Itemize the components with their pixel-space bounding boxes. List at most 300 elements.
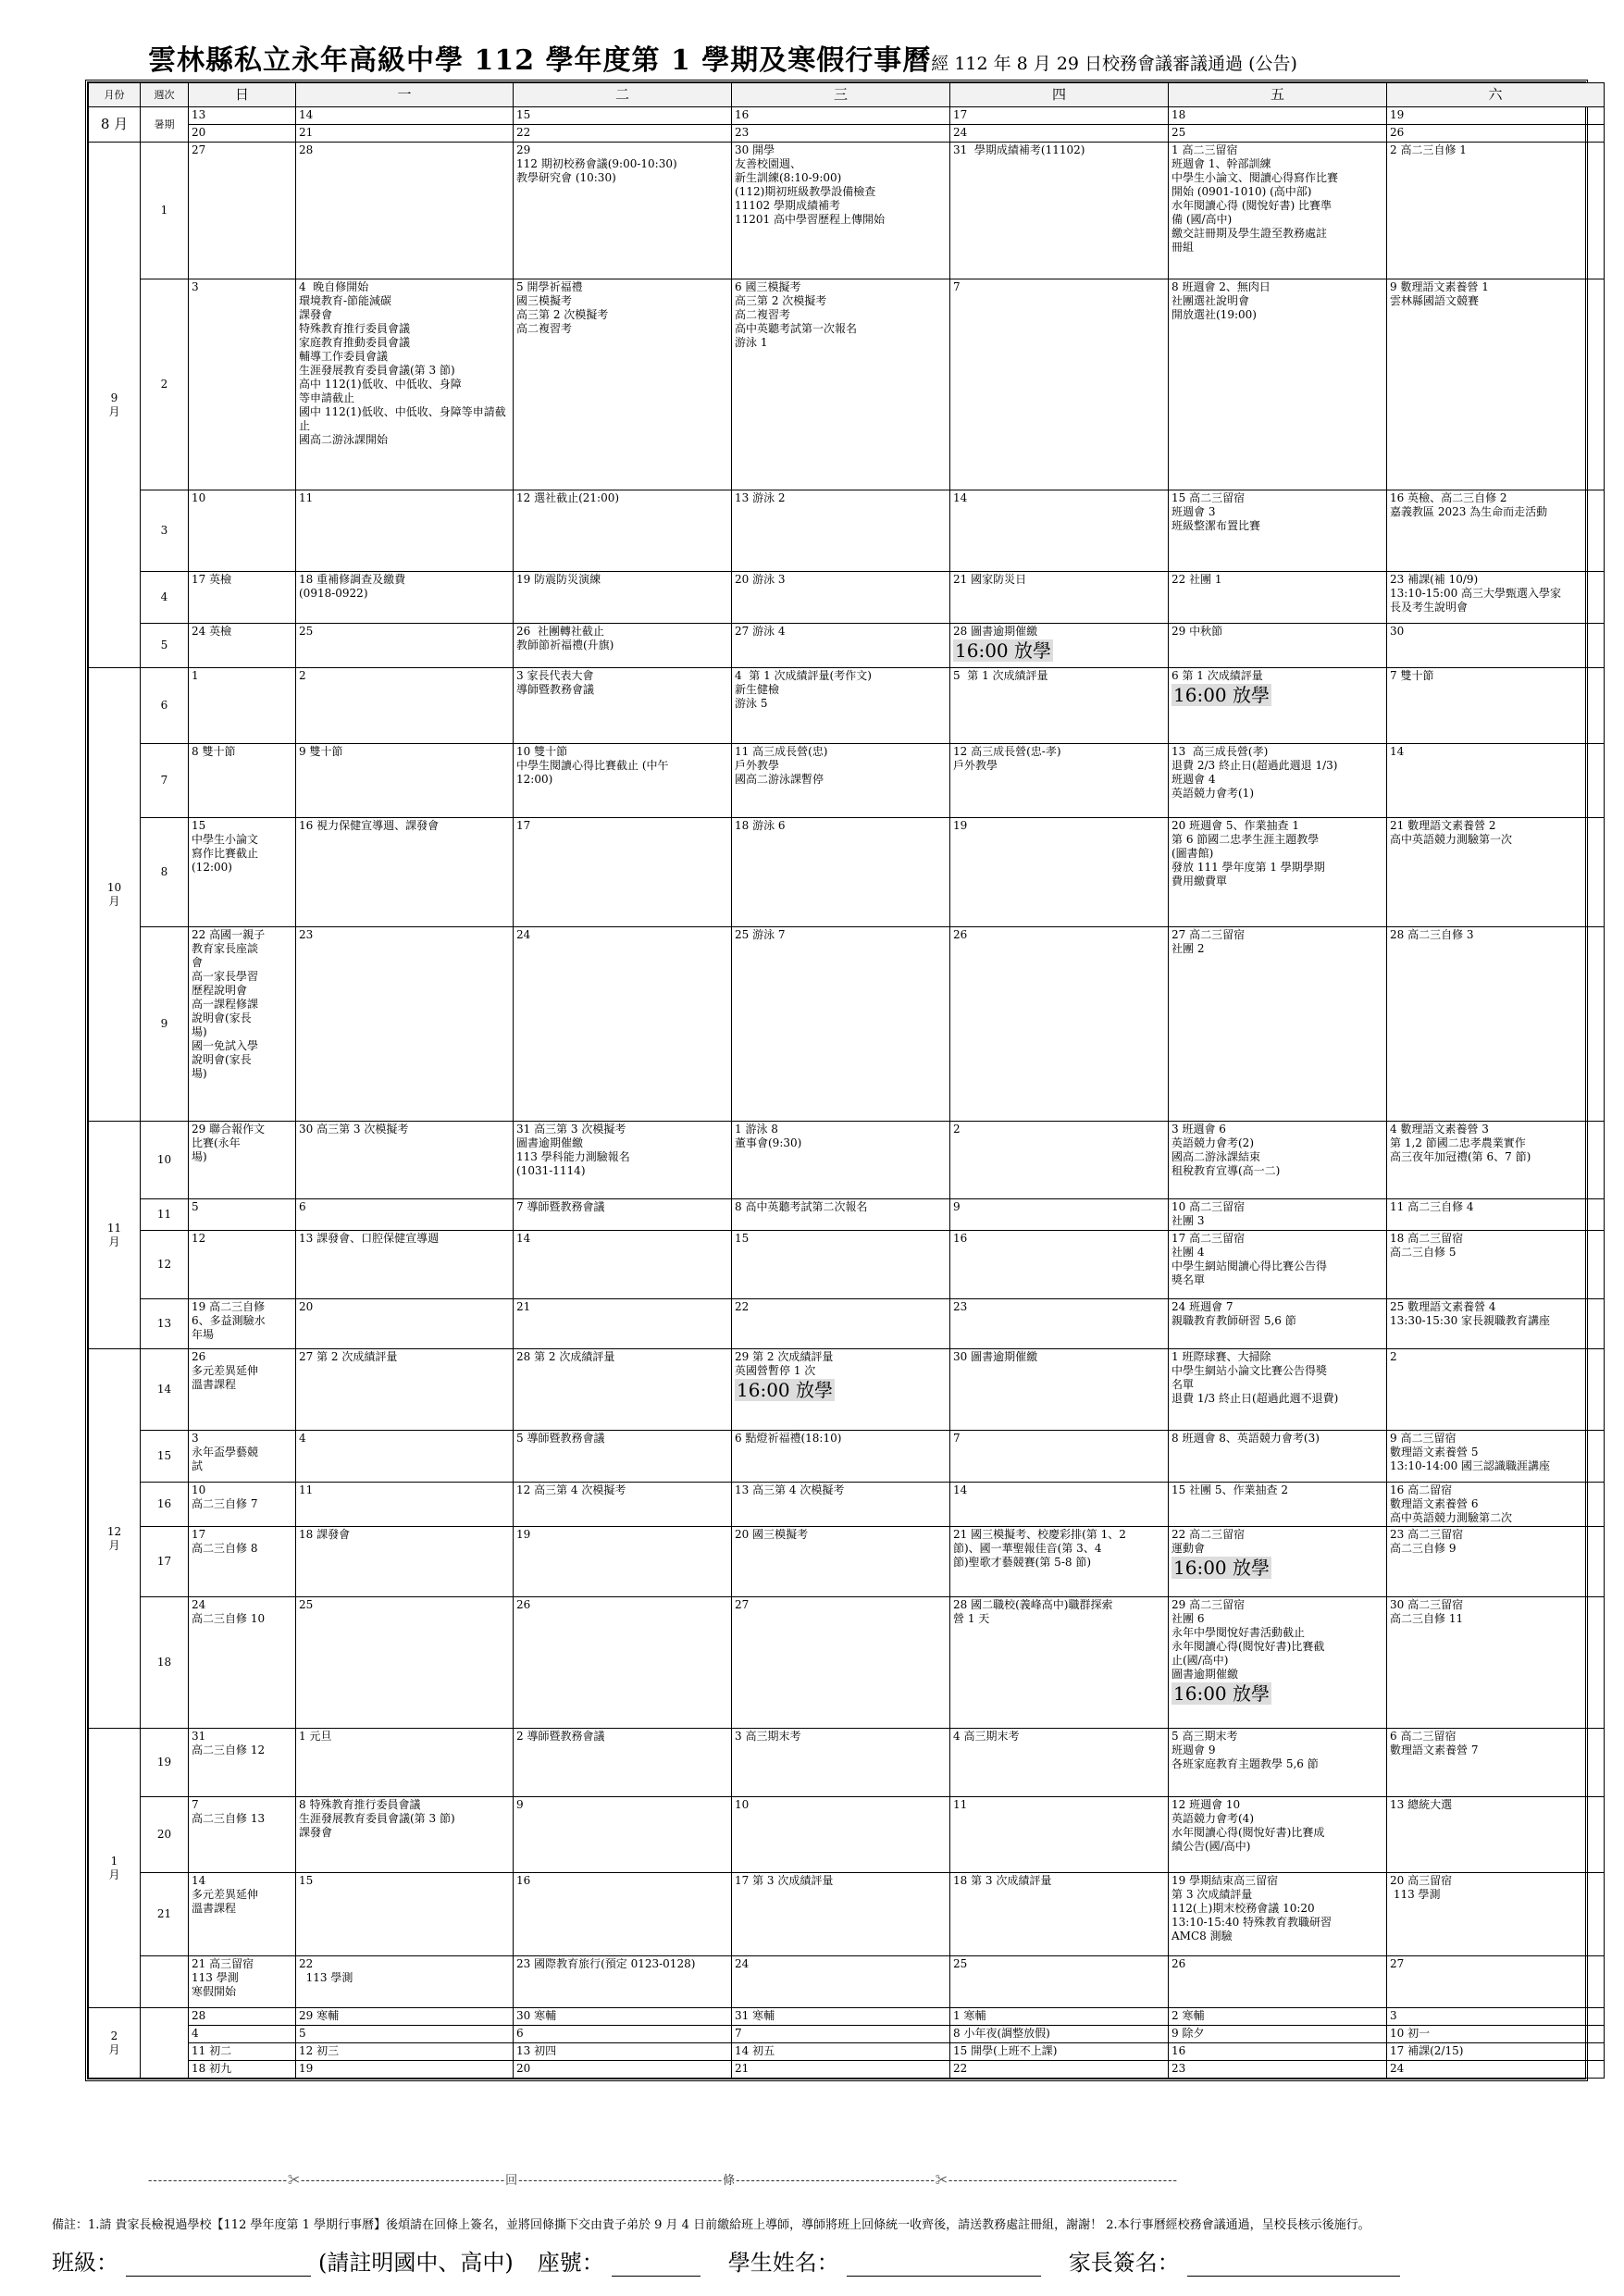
day-number-event: 3 高三期末考	[735, 1730, 801, 1743]
day-cell-thu	[950, 279, 1169, 490]
day-number-event: 16	[953, 1232, 968, 1245]
event-line: 年場	[192, 1328, 215, 1341]
day-number-event: 5 開學祈福禮	[516, 280, 583, 293]
day-number-event: 5	[299, 2027, 306, 2040]
event-line: 各班家庭教育主題教學 5,6 節	[1172, 1757, 1319, 1770]
month-column-header: 月份	[89, 83, 141, 107]
day-number-event: 30 寒輔	[516, 2009, 557, 2022]
day-number-event: 23	[735, 126, 750, 139]
week-row	[89, 2043, 1605, 2061]
day-number-event: 29 中秋節	[1172, 625, 1223, 638]
event-line: 高二三自修 9	[1390, 1542, 1457, 1555]
day-number-event: 11	[953, 1798, 968, 1811]
day-cell-sun	[189, 1231, 296, 1299]
event-line: 12:00)	[516, 773, 553, 786]
day-number-event: 18 重補修調查及繳費	[299, 573, 406, 586]
event-line: 費用繳費單	[1172, 875, 1228, 887]
day-cell-tue	[514, 1797, 732, 1873]
day-number-event: 20 國三模擬考	[735, 1528, 809, 1541]
week-number: 19	[141, 1729, 189, 1797]
cut-line: ----------------------------✂-----------------------------------------回-----------------------------------------條----------------------------------------✂----------------------------------------------	[148, 2174, 1178, 2188]
day-cell-tue	[514, 2043, 732, 2061]
day-cell-thu	[950, 2043, 1169, 2061]
event-line: 數理語文素養營 5	[1390, 1446, 1479, 1458]
day-cell-sun	[189, 2061, 296, 2079]
day-number-event: 20 班週會 5、作業抽查 1	[1172, 819, 1299, 832]
day-cell-sat	[1387, 1122, 1605, 1199]
class-field[interactable]	[126, 2252, 311, 2277]
week-number: 14	[141, 1349, 189, 1431]
event-line: 高二三自修 7	[192, 1497, 258, 1510]
event-line: 112(上)期末校務會議 10:20	[1172, 1902, 1315, 1915]
seat-field[interactable]	[612, 2252, 700, 2277]
day-number-event: 6 第 1 次成績評量	[1172, 669, 1263, 682]
day-cell-mon	[296, 624, 514, 668]
day-cell-fri	[1169, 2061, 1387, 2079]
day-cell-thu	[950, 1122, 1169, 1199]
day-cell-mon	[296, 2043, 514, 2061]
day-number-event: 16 英檢、高二三自修 2	[1390, 491, 1507, 504]
day-number-event: 2	[1390, 1350, 1397, 1363]
day-number-event: 23 補課(補 10/9)	[1390, 573, 1479, 586]
event-line: 等申請截止	[299, 391, 355, 404]
day-number-event: 26	[516, 1598, 531, 1611]
event-line: 高中 112(1)低收、中低收、身障	[299, 378, 462, 391]
week-row	[89, 927, 1605, 1122]
day-number-event: 17 高二三留宿	[1172, 1232, 1246, 1245]
day-cell-fri	[1169, 143, 1387, 279]
day-number-event: 29 聯合報作文	[192, 1123, 266, 1136]
day-number-event: 13	[192, 108, 206, 121]
day-number-event: 15	[516, 108, 531, 121]
day-cell-wed	[732, 1597, 950, 1729]
day-cell-mon	[296, 490, 514, 572]
day-cell-wed	[732, 2026, 950, 2043]
event-line: 戶外教學	[953, 759, 998, 772]
event-line: (1031-1114)	[516, 1164, 586, 1177]
week-number: 13	[141, 1299, 189, 1349]
day-number-event: 20 游泳 3	[735, 573, 786, 586]
event-line: 113 學科能力測驗報名	[516, 1150, 630, 1163]
day-number-event: 1 高二三留宿	[1172, 143, 1238, 156]
day-number-event: 30 開學	[735, 143, 775, 156]
day-cell-tue	[514, 1122, 732, 1199]
event-line: 獎名單	[1172, 1273, 1206, 1286]
calendar-table	[88, 82, 1605, 2079]
event-line: 高中英語競力測驗第一次	[1390, 833, 1513, 846]
day-cell-mon	[296, 2061, 514, 2079]
day-number-event: 24	[1390, 2062, 1405, 2075]
day-cell-sun	[189, 490, 296, 572]
day-cell-sun	[189, 1797, 296, 1873]
week-number: 10	[141, 1122, 189, 1199]
day-number-event: 29 第 2 次成績評量	[735, 1350, 834, 1363]
class-label: 班級：	[52, 2250, 118, 2276]
day-number-event: 16 視力保健宣導週、課發會	[299, 819, 440, 832]
event-line: 環境教育-節能減碳	[299, 294, 392, 307]
day-cell-tue	[514, 2026, 732, 2043]
day-cell-tue	[514, 1199, 732, 1231]
event-line: 長及考生說明會	[1390, 601, 1469, 614]
event-line: 高二三自修 12	[192, 1744, 266, 1756]
event-line: 國高二游泳課開始	[299, 433, 389, 446]
event-line: 場)	[192, 1150, 207, 1163]
day-number-event: 6 點燈祈福禮(18:10)	[735, 1432, 842, 1445]
event-line: 高三第 2 次模擬考	[735, 294, 827, 307]
event-line: 課發會	[299, 1826, 333, 1839]
day-cell-wed	[732, 2008, 950, 2026]
event-line: 場)	[192, 1067, 207, 1080]
event-line: 水年閱讀心得 (閱悅好書) 比賽準	[1172, 199, 1332, 212]
event-line: 冊組	[1172, 241, 1195, 254]
day-number-event: 24	[735, 1957, 750, 1970]
week-number: 5	[141, 624, 189, 668]
week-row	[89, 1729, 1605, 1797]
event-line: 數理語文素養營 6	[1390, 1497, 1479, 1510]
early-dismissal-badge: 16:00 放學	[737, 1379, 833, 1401]
day-number-event: 20	[299, 1300, 314, 1313]
day-number-event: 6	[516, 2027, 524, 2040]
event-line: 多元差異延伸	[192, 1888, 259, 1901]
day-number-event: 24 英檢	[192, 625, 232, 638]
week-row	[89, 1199, 1605, 1231]
day-cell-wed	[732, 1797, 950, 1873]
student-name-field[interactable]	[847, 2252, 1041, 2277]
event-line: (圖書館)	[1172, 847, 1214, 860]
class-hint: (請註明國中、高中)	[318, 2250, 514, 2276]
week-row	[89, 668, 1605, 744]
day-number-event: 11 初二	[192, 2044, 232, 2057]
event-line: 社團 6	[1172, 1612, 1205, 1625]
event-line: 游泳 5	[735, 697, 768, 710]
event-line: 113 學測	[1390, 1888, 1441, 1901]
day-cell-thu	[950, 490, 1169, 572]
day-cell-sun	[189, 1349, 296, 1431]
day-number-event: 16	[735, 108, 750, 121]
day-cell-thu	[950, 1231, 1169, 1299]
day-number-event: 25 數理語文素養營 4	[1390, 1300, 1496, 1313]
week-column-header: 週次	[141, 83, 189, 107]
day-number-event: 7 導師暨教務會議	[516, 1200, 605, 1213]
day-number-event: 28 國二職校(義峰高中)職群探索	[953, 1598, 1113, 1611]
event-line: 雲林縣國語文競賽	[1390, 294, 1480, 307]
day-cell-tue	[514, 1231, 732, 1299]
event-line: 會	[192, 956, 204, 969]
day-number-event: 23	[1172, 2062, 1186, 2075]
day-number-event: 31 高三第 3 次模擬考	[516, 1123, 626, 1136]
day-number-event: 15	[192, 819, 206, 832]
day-number-event: 18 高二三留宿	[1390, 1232, 1464, 1245]
event-line: 績公告(國/高中)	[1172, 1840, 1251, 1853]
day-number-event: 22 高國一親子	[192, 928, 266, 941]
event-line: 營 1 天	[953, 1612, 990, 1625]
day-cell-sun	[189, 2043, 296, 2061]
event-line: 第 3 次成績評量	[1172, 1888, 1253, 1901]
day-number-event: 25 游泳 7	[735, 928, 786, 941]
day-cell-sun	[189, 107, 296, 125]
calendar-table-wrapper	[85, 80, 1588, 2081]
day-number-event: 24 班週會 7	[1172, 1300, 1233, 1313]
day-number-event: 3 班週會 6	[1172, 1123, 1226, 1136]
parent-signature-field[interactable]	[1187, 2252, 1400, 2277]
day-cell-sat	[1387, 1349, 1605, 1431]
month-label: 11 月	[89, 1122, 141, 1349]
event-line: 場)	[192, 1025, 207, 1038]
school-calendar-heading: 雲林縣私立永年高級中學 112 學年度第 1 學期及寒假行事曆	[148, 44, 932, 77]
event-line: 溫書課程	[192, 1378, 237, 1391]
event-line: 班週會 1、幹部訓練	[1172, 157, 1271, 170]
day-cell-tue	[514, 1729, 732, 1797]
day-cell-fri	[1169, 279, 1387, 490]
day-number-event: 10 初一	[1390, 2027, 1431, 2040]
day-number-event: 26 社團轉社截止	[516, 625, 604, 638]
day-number-event: 15 社團 5、作業抽查 2	[1172, 1483, 1288, 1496]
day-cell-sun	[189, 572, 296, 624]
day-number-event: 1 寒輔	[953, 2009, 986, 2022]
event-line: 圖書逾期催繳	[1172, 1668, 1239, 1681]
day-cell-sat	[1387, 279, 1605, 490]
day-cell-thu	[950, 2026, 1169, 2043]
day-cell-wed	[732, 2061, 950, 2079]
week-row	[89, 1527, 1605, 1597]
day-header-thu: 四	[950, 83, 1169, 107]
event-line: 開始 (0901-1010) (高中部)	[1172, 185, 1312, 198]
week-row	[89, 2008, 1605, 2026]
day-number-event: 2	[299, 669, 306, 682]
day-cell-sat	[1387, 818, 1605, 927]
event-line: 數理語文素養營 7	[1390, 1744, 1479, 1756]
day-cell-wed	[732, 2043, 950, 2061]
day-number-event: 11 高二三自修 4	[1390, 1200, 1474, 1213]
day-number-event: 25	[299, 1598, 314, 1611]
day-number-event: 1	[192, 669, 199, 682]
day-number-event: 26	[1172, 1957, 1186, 1970]
early-dismissal-badge: 16:00 放學	[955, 639, 1051, 662]
day-number-event: 13 初四	[516, 2044, 557, 2057]
day-cell-fri	[1169, 668, 1387, 744]
event-line: 節)聖歌才藝競賽(第 5-8 節)	[953, 1556, 1091, 1569]
day-cell-sat	[1387, 1527, 1605, 1597]
day-cell-wed	[732, 1122, 950, 1199]
day-number-event: 3	[192, 1432, 199, 1445]
event-line: 水年閱讀心得(閱悅好書)比賽成	[1172, 1826, 1325, 1839]
day-number-event: 8 雙十節	[192, 745, 236, 758]
week-row	[89, 143, 1605, 279]
day-number-event: 9 數理語文素養營 1	[1390, 280, 1489, 293]
day-cell-wed	[732, 1349, 950, 1431]
day-cell-fri	[1169, 818, 1387, 927]
day-number-event: 10 雙十節	[516, 745, 568, 758]
day-cell-sat	[1387, 1873, 1605, 1956]
day-number-event: 11	[299, 491, 314, 504]
day-number-event: 8 高中英聽考試第二次報名	[735, 1200, 868, 1213]
day-number-event: 11	[299, 1483, 314, 1496]
day-number-event: 7	[735, 2027, 742, 2040]
day-cell-sat	[1387, 1797, 1605, 1873]
day-cell-thu	[950, 1956, 1169, 2008]
day-cell-thu	[950, 818, 1169, 927]
day-cell-tue	[514, 2008, 732, 2026]
day-header-fri: 五	[1169, 83, 1387, 107]
week-number: 4	[141, 572, 189, 624]
day-cell-wed	[732, 125, 950, 143]
day-number-event: 16	[516, 1874, 531, 1887]
day-number-event: 19 高二三自修	[192, 1300, 266, 1313]
event-line: 永年盃學藝競	[192, 1446, 259, 1458]
day-number-event: 4 高三期末考	[953, 1730, 1020, 1743]
day-number-event: 14	[516, 1232, 531, 1245]
week-number: 6	[141, 668, 189, 744]
day-number-event: 5	[192, 1200, 199, 1213]
day-cell-wed	[732, 1729, 950, 1797]
day-cell-sat	[1387, 624, 1605, 668]
day-number-event: 4 第 1 次成績評量(考作文)	[735, 669, 872, 682]
day-number-event: 15 高二三留宿	[1172, 491, 1246, 504]
day-cell-mon	[296, 1527, 514, 1597]
day-cell-tue	[514, 572, 732, 624]
day-cell-sun	[189, 125, 296, 143]
event-line: 班週會 4	[1172, 773, 1216, 786]
day-cell-thu	[950, 1797, 1169, 1873]
day-number-event: 8 小年夜(調整放假)	[953, 2027, 1050, 2040]
day-number-event: 21	[735, 2062, 750, 2075]
day-cell-sat	[1387, 107, 1605, 125]
event-line: 高中英語競力測驗第二次	[1390, 1511, 1513, 1524]
event-line: 高一課程修課	[192, 998, 259, 1011]
day-cell-wed	[732, 668, 950, 744]
day-cell-thu	[950, 1873, 1169, 1956]
day-number-event: 22 高二三留宿	[1172, 1528, 1246, 1541]
day-number-event: 30 高二三留宿	[1390, 1598, 1464, 1611]
day-cell-mon	[296, 1299, 514, 1349]
week-number: 15	[141, 1431, 189, 1483]
day-cell-wed	[732, 1873, 950, 1956]
event-line: 國一免試入學	[192, 1039, 259, 1052]
event-line: 高二三自修 5	[1390, 1246, 1457, 1259]
event-line: 歷程說明會	[192, 984, 248, 997]
day-number-event: 21 國家防災日	[953, 573, 1027, 586]
day-number-event: 5 高三期末考	[1172, 1730, 1238, 1743]
day-number-event: 28 第 2 次成績評量	[516, 1350, 615, 1363]
day-cell-fri	[1169, 927, 1387, 1122]
parent-signature-label: 家長簽名：	[1068, 2250, 1180, 2276]
day-cell-fri	[1169, 572, 1387, 624]
day-number-event: 28	[192, 2009, 206, 2022]
day-number-event: 4 晚自修開始	[299, 280, 369, 293]
day-cell-sat	[1387, 1431, 1605, 1483]
day-number-event: 16 高二留宿	[1390, 1483, 1453, 1496]
event-line: 高二三自修 11	[1390, 1612, 1464, 1625]
day-number-event: 20	[192, 126, 206, 139]
day-number-event: 19	[299, 2062, 314, 2075]
day-cell-sun	[189, 143, 296, 279]
day-cell-mon	[296, 2008, 514, 2026]
day-number-event: 29	[516, 143, 531, 156]
day-number-event: 7	[192, 1798, 199, 1811]
day-cell-thu	[950, 624, 1169, 668]
event-line: 13:10-15:00 高三大學甄選入學家	[1390, 587, 1562, 600]
event-line: 寒假開始	[192, 1985, 237, 1998]
early-dismissal-badge: 16:00 放學	[1173, 1557, 1270, 1579]
week-number: 9	[141, 927, 189, 1122]
day-cell-fri	[1169, 624, 1387, 668]
day-cell-mon	[296, 1199, 514, 1231]
day-number-event: 11 高三成長營(忠)	[735, 745, 828, 758]
event-line: 高中英聽考試第一次報名	[735, 322, 858, 335]
day-number-event: 14	[953, 1483, 968, 1496]
day-cell-mon	[296, 1349, 514, 1431]
day-cell-fri	[1169, 490, 1387, 572]
day-cell-tue	[514, 125, 732, 143]
event-line: 董事會(9:30)	[735, 1136, 802, 1149]
day-cell-sun	[189, 1431, 296, 1483]
day-cell-sat	[1387, 1231, 1605, 1299]
day-number-event: 30	[1390, 625, 1405, 638]
day-number-event: 19	[516, 1528, 531, 1541]
day-number-event: 29 寒輔	[299, 2009, 340, 2022]
day-number-event: 3	[192, 280, 199, 293]
day-cell-tue	[514, 744, 732, 818]
day-cell-sun	[189, 1299, 296, 1349]
week-row	[89, 624, 1605, 668]
event-line: 英語競力會考(1)	[1172, 787, 1254, 800]
event-line: 高三夜年加冠禮(第 6、7 節)	[1390, 1150, 1531, 1163]
day-cell-thu	[950, 143, 1169, 279]
day-number-event: 18 初九	[192, 2062, 232, 2075]
day-cell-tue	[514, 1597, 732, 1729]
event-line: 止	[299, 419, 311, 432]
day-cell-fri	[1169, 1527, 1387, 1597]
day-number-event: 13 游泳 2	[735, 491, 786, 504]
day-cell-mon	[296, 1597, 514, 1729]
day-number-event: 10	[192, 1483, 206, 1496]
day-cell-fri	[1169, 1956, 1387, 2008]
day-number-event: 6 國三模擬考	[735, 280, 801, 293]
day-cell-tue	[514, 143, 732, 279]
day-number-event: 7	[953, 1432, 961, 1445]
week-row	[89, 1956, 1605, 2008]
day-number-event: 25	[299, 625, 314, 638]
day-cell-sat	[1387, 490, 1605, 572]
day-number-event: 17 英檢	[192, 573, 232, 586]
week-number: 11	[141, 1199, 189, 1231]
event-line: 繳交註冊期及學生證至教務處註	[1172, 227, 1328, 240]
day-cell-sun	[189, 668, 296, 744]
event-line: 中學生網站小論文比賽公告得獎	[1172, 1364, 1328, 1377]
event-line: 中學生閱讀心得比賽截止 (中午	[516, 759, 669, 772]
day-cell-thu	[950, 2061, 1169, 2079]
day-cell-thu	[950, 572, 1169, 624]
day-number-event: 2	[953, 1123, 961, 1136]
day-cell-sat	[1387, 2061, 1605, 2079]
day-cell-thu	[950, 1349, 1169, 1431]
day-cell-sat	[1387, 1597, 1605, 1729]
month-label: 12 月	[89, 1349, 141, 1729]
day-number-event: 27	[192, 143, 206, 156]
day-number-event: 12 班週會 10	[1172, 1798, 1241, 1811]
day-number-event: 4	[299, 1432, 306, 1445]
day-cell-mon	[296, 143, 514, 279]
day-number-event: 13 總統大選	[1390, 1798, 1453, 1811]
day-cell-fri	[1169, 2026, 1387, 2043]
day-number-event: 26	[1390, 126, 1405, 139]
event-line: 國三模擬考	[516, 294, 573, 307]
event-line: (112)期初班級教學設備檢查	[735, 185, 876, 198]
week-number: 16	[141, 1483, 189, 1527]
week-row	[89, 1431, 1605, 1483]
day-cell-thu	[950, 744, 1169, 818]
day-cell-thu	[950, 1431, 1169, 1483]
